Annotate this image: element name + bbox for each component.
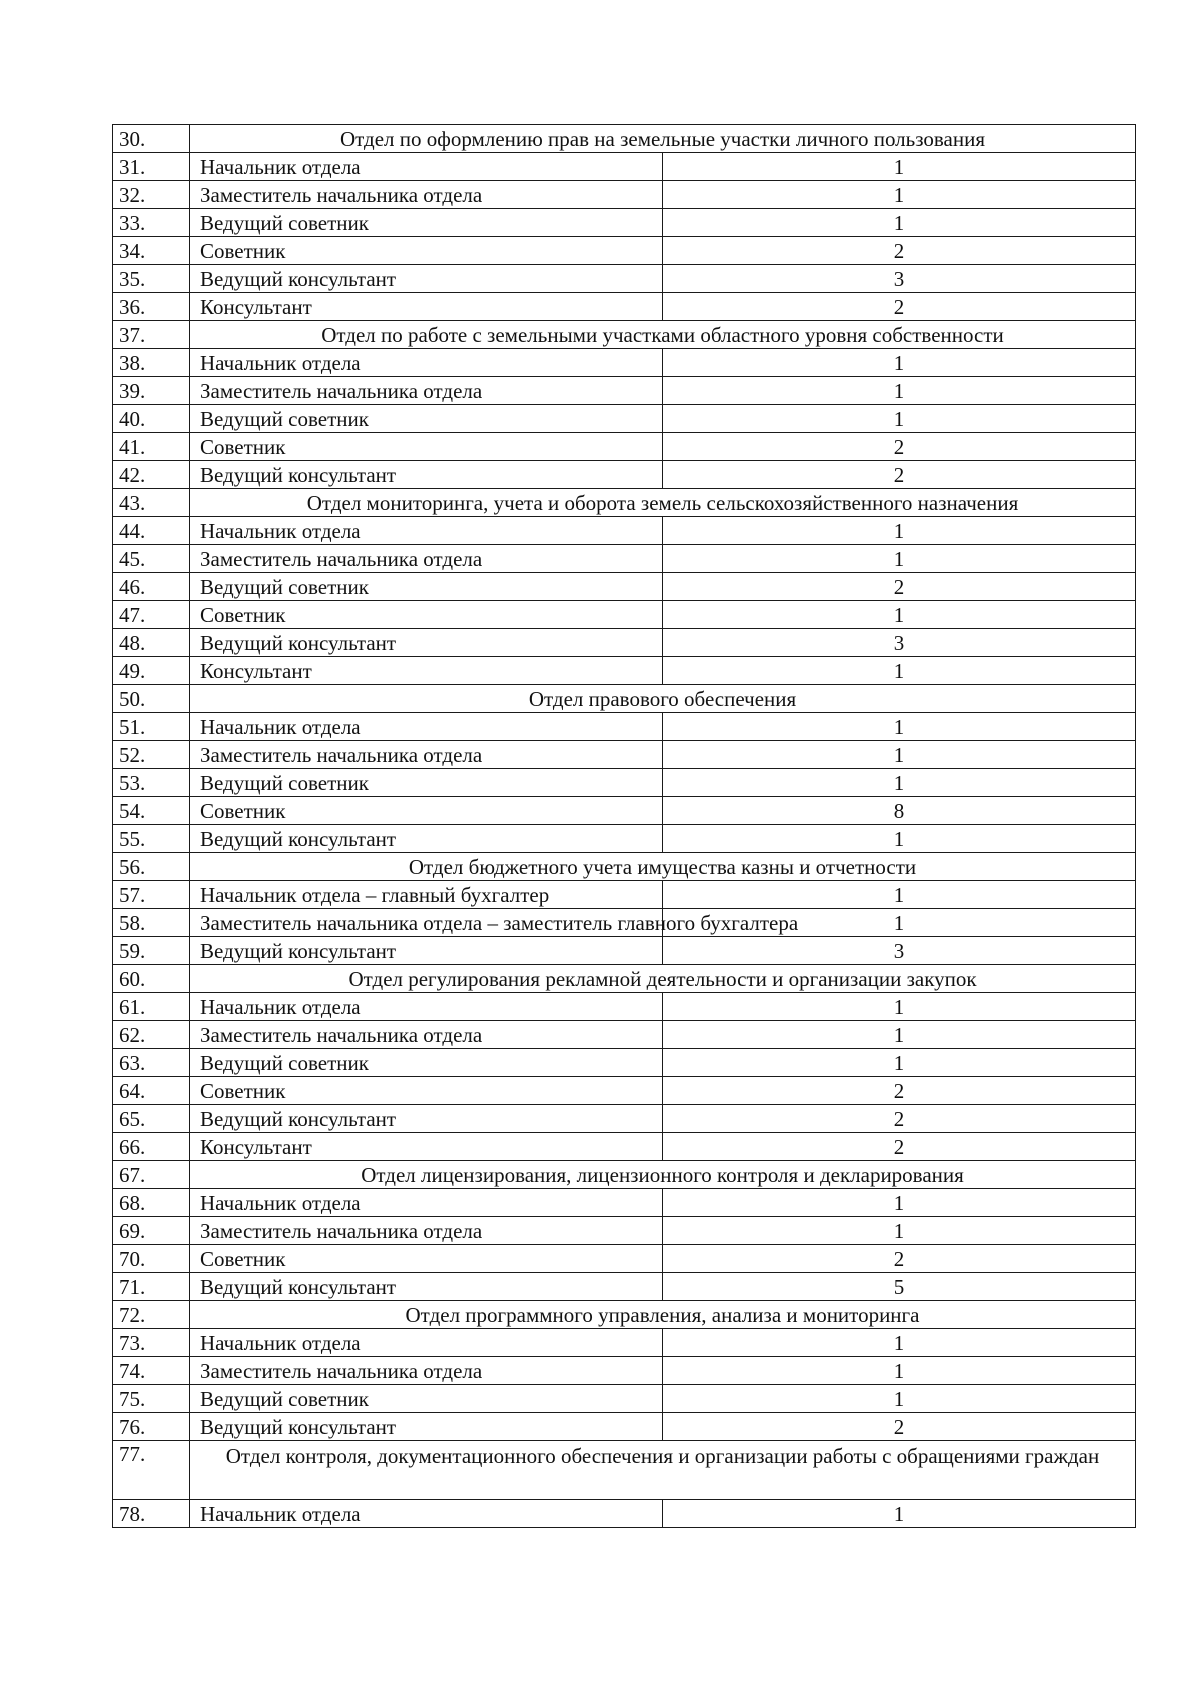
row-number: 62. [113, 1021, 190, 1049]
position-title: Ведущий советник [190, 1385, 663, 1413]
position-title: Ведущий советник [190, 209, 663, 237]
department-name: Отдел по оформлению прав на земельные участки личного пользования [190, 125, 1136, 153]
position-row [113, 881, 1136, 909]
row-number: 76. [113, 1413, 190, 1441]
row-number: 64. [113, 1077, 190, 1105]
position-count: 1 [663, 909, 1136, 937]
position-title: Заместитель начальника отдела [190, 1021, 663, 1049]
position-row [113, 1133, 1136, 1161]
position-title: Ведущий консультант [190, 1413, 663, 1441]
position-title: Ведущий консультант [190, 1273, 663, 1301]
department-header-row [113, 1301, 1136, 1329]
position-count: 1 [663, 713, 1136, 741]
position-count: 1 [663, 1021, 1136, 1049]
position-count: 2 [663, 293, 1136, 321]
row-number: 35. [113, 265, 190, 293]
row-number: 67. [113, 1161, 190, 1189]
position-count: 1 [663, 181, 1136, 209]
position-row [113, 293, 1136, 321]
row-number: 39. [113, 377, 190, 405]
position-title: Начальник отдела [190, 713, 663, 741]
department-header-row [113, 853, 1136, 881]
position-row [113, 1217, 1136, 1245]
position-title: Ведущий консультант [190, 265, 663, 293]
row-number: 48. [113, 629, 190, 657]
position-row [113, 181, 1136, 209]
department-name: Отдел лицензирования, лицензионного контроля и декларирования [190, 1161, 1136, 1189]
position-count: 2 [663, 573, 1136, 601]
position-title: Заместитель начальника отдела [190, 545, 663, 573]
position-row [113, 1021, 1136, 1049]
position-row [113, 797, 1136, 825]
position-row [113, 657, 1136, 685]
position-count: 1 [663, 517, 1136, 545]
position-row [113, 433, 1136, 461]
position-count: 2 [663, 1105, 1136, 1133]
position-title: Начальник отдела [190, 349, 663, 377]
position-count: 1 [663, 349, 1136, 377]
department-header-row [113, 321, 1136, 349]
position-count: 1 [663, 657, 1136, 685]
position-row [113, 937, 1136, 965]
row-number: 32. [113, 181, 190, 209]
position-title: Заместитель начальника отдела [190, 377, 663, 405]
row-number: 77. [113, 1441, 190, 1500]
position-title: Советник [190, 237, 663, 265]
row-number: 43. [113, 489, 190, 517]
row-number: 51. [113, 713, 190, 741]
position-count: 5 [663, 1273, 1136, 1301]
position-row [113, 1105, 1136, 1133]
position-row [113, 237, 1136, 265]
position-title: Ведущий советник [190, 405, 663, 433]
position-row [113, 741, 1136, 769]
row-number: 44. [113, 517, 190, 545]
row-number: 50. [113, 685, 190, 713]
position-count: 3 [663, 629, 1136, 657]
position-title: Консультант [190, 657, 663, 685]
department-header-row [113, 685, 1136, 713]
row-number: 47. [113, 601, 190, 629]
position-count: 1 [663, 601, 1136, 629]
position-title: Начальник отдела – главный бухгалтер [190, 881, 663, 909]
position-title: Начальник отдела [190, 1329, 663, 1357]
position-count: 2 [663, 1413, 1136, 1441]
row-number: 60. [113, 965, 190, 993]
row-number: 74. [113, 1357, 190, 1385]
position-title: Начальник отдела [190, 1500, 663, 1528]
position-row [113, 573, 1136, 601]
position-title: Начальник отдела [190, 517, 663, 545]
position-count: 1 [663, 545, 1136, 573]
position-title: Советник [190, 1245, 663, 1273]
position-title: Начальник отдела [190, 153, 663, 181]
position-title: Консультант [190, 1133, 663, 1161]
position-row [113, 601, 1136, 629]
department-name: Отдел программного управления, анализа и мониторинга [190, 1301, 1136, 1329]
row-number: 36. [113, 293, 190, 321]
position-row [113, 769, 1136, 797]
department-header-row [113, 965, 1136, 993]
position-row [113, 1273, 1136, 1301]
position-row [113, 1077, 1136, 1105]
department-name: Отдел мониторинга, учета и оборота земель сельскохозяйственного назначения [190, 489, 1136, 517]
position-count: 1 [663, 825, 1136, 853]
position-title: Ведущий советник [190, 573, 663, 601]
position-title: Ведущий консультант [190, 629, 663, 657]
position-count: 1 [663, 377, 1136, 405]
row-number: 37. [113, 321, 190, 349]
position-count: 8 [663, 797, 1136, 825]
row-number: 54. [113, 797, 190, 825]
position-count: 2 [663, 433, 1136, 461]
row-number: 69. [113, 1217, 190, 1245]
row-number: 58. [113, 909, 190, 937]
position-row [113, 1357, 1136, 1385]
position-count: 1 [663, 1385, 1136, 1413]
staff-table-body [113, 125, 1136, 1528]
position-title: Заместитель начальника отдела [190, 741, 663, 769]
position-row [113, 545, 1136, 573]
position-row [113, 377, 1136, 405]
position-count: 2 [663, 461, 1136, 489]
row-number: 65. [113, 1105, 190, 1133]
row-number: 41. [113, 433, 190, 461]
row-number: 75. [113, 1385, 190, 1413]
position-count: 2 [663, 1133, 1136, 1161]
position-row [113, 1385, 1136, 1413]
position-title: Советник [190, 601, 663, 629]
position-count: 1 [663, 993, 1136, 1021]
department-name: Отдел правового обеспечения [190, 685, 1136, 713]
position-row [113, 1245, 1136, 1273]
position-title: Ведущий консультант [190, 825, 663, 853]
row-number: 59. [113, 937, 190, 965]
position-count: 1 [663, 153, 1136, 181]
position-row [113, 629, 1136, 657]
department-header-row [113, 1161, 1136, 1189]
position-title: Ведущий советник [190, 769, 663, 797]
row-number: 61. [113, 993, 190, 1021]
department-name: Отдел по работе с земельными участками областного уровня собственности [190, 321, 1136, 349]
position-row [113, 825, 1136, 853]
row-number: 31. [113, 153, 190, 181]
position-count: 1 [663, 209, 1136, 237]
row-number: 56. [113, 853, 190, 881]
department-header-row [113, 489, 1136, 517]
position-row [113, 461, 1136, 489]
row-number: 52. [113, 741, 190, 769]
position-row [113, 349, 1136, 377]
position-title: Заместитель начальника отдела [190, 181, 663, 209]
position-count: 2 [663, 1077, 1136, 1105]
position-count: 1 [663, 1329, 1136, 1357]
position-count: 1 [663, 1500, 1136, 1528]
position-row [113, 153, 1136, 181]
position-title: Советник [190, 797, 663, 825]
position-title: Консультант [190, 293, 663, 321]
row-number: 33. [113, 209, 190, 237]
department-name: Отдел бюджетного учета имущества казны и отчетности [190, 853, 1136, 881]
row-number: 57. [113, 881, 190, 909]
position-row [113, 1189, 1136, 1217]
position-row [113, 909, 1136, 937]
position-row [113, 1500, 1136, 1528]
position-row [113, 405, 1136, 433]
position-count: 1 [663, 741, 1136, 769]
position-row [113, 517, 1136, 545]
position-row [113, 993, 1136, 1021]
department-header-row [113, 1441, 1136, 1500]
row-number: 53. [113, 769, 190, 797]
department-name: Отдел регулирования рекламной деятельности и организации закупок [190, 965, 1136, 993]
row-number: 73. [113, 1329, 190, 1357]
department-name: Отдел контроля, документационного обеспечения и организации работы с обращениями граждан [190, 1441, 1136, 1500]
row-number: 30. [113, 125, 190, 153]
position-count: 1 [663, 1049, 1136, 1077]
position-count: 1 [663, 881, 1136, 909]
position-title: Начальник отдела [190, 1189, 663, 1217]
position-row [113, 209, 1136, 237]
position-title: Заместитель начальника отдела [190, 1357, 663, 1385]
position-count: 3 [663, 265, 1136, 293]
position-title: Ведущий консультант [190, 461, 663, 489]
position-count: 1 [663, 1217, 1136, 1245]
position-title: Советник [190, 433, 663, 461]
position-count: 2 [663, 1245, 1136, 1273]
position-count: 3 [663, 937, 1136, 965]
department-header-row [113, 125, 1136, 153]
position-count: 1 [663, 405, 1136, 433]
position-row [113, 265, 1136, 293]
row-number: 68. [113, 1189, 190, 1217]
row-number: 34. [113, 237, 190, 265]
row-number: 78. [113, 1500, 190, 1528]
position-title: Начальник отдела [190, 993, 663, 1021]
staff-table [112, 124, 1136, 1528]
position-count: 2 [663, 237, 1136, 265]
row-number: 38. [113, 349, 190, 377]
row-number: 42. [113, 461, 190, 489]
row-number: 46. [113, 573, 190, 601]
row-number: 49. [113, 657, 190, 685]
position-row [113, 1049, 1136, 1077]
position-title: Советник [190, 1077, 663, 1105]
row-number: 45. [113, 545, 190, 573]
position-title: Ведущий консультант [190, 937, 663, 965]
position-count: 1 [663, 1189, 1136, 1217]
position-title: Ведущий консультант [190, 1105, 663, 1133]
position-row [113, 713, 1136, 741]
row-number: 70. [113, 1245, 190, 1273]
row-number: 55. [113, 825, 190, 853]
position-row [113, 1329, 1136, 1357]
position-count: 1 [663, 1357, 1136, 1385]
position-title: Заместитель начальника отдела [190, 1217, 663, 1245]
row-number: 40. [113, 405, 190, 433]
position-title: Заместитель начальника отдела – заместитель главного бухгалтера [190, 909, 663, 937]
row-number: 63. [113, 1049, 190, 1077]
row-number: 66. [113, 1133, 190, 1161]
row-number: 72. [113, 1301, 190, 1329]
position-row [113, 1413, 1136, 1441]
row-number: 71. [113, 1273, 190, 1301]
position-title: Ведущий советник [190, 1049, 663, 1077]
position-count: 1 [663, 769, 1136, 797]
